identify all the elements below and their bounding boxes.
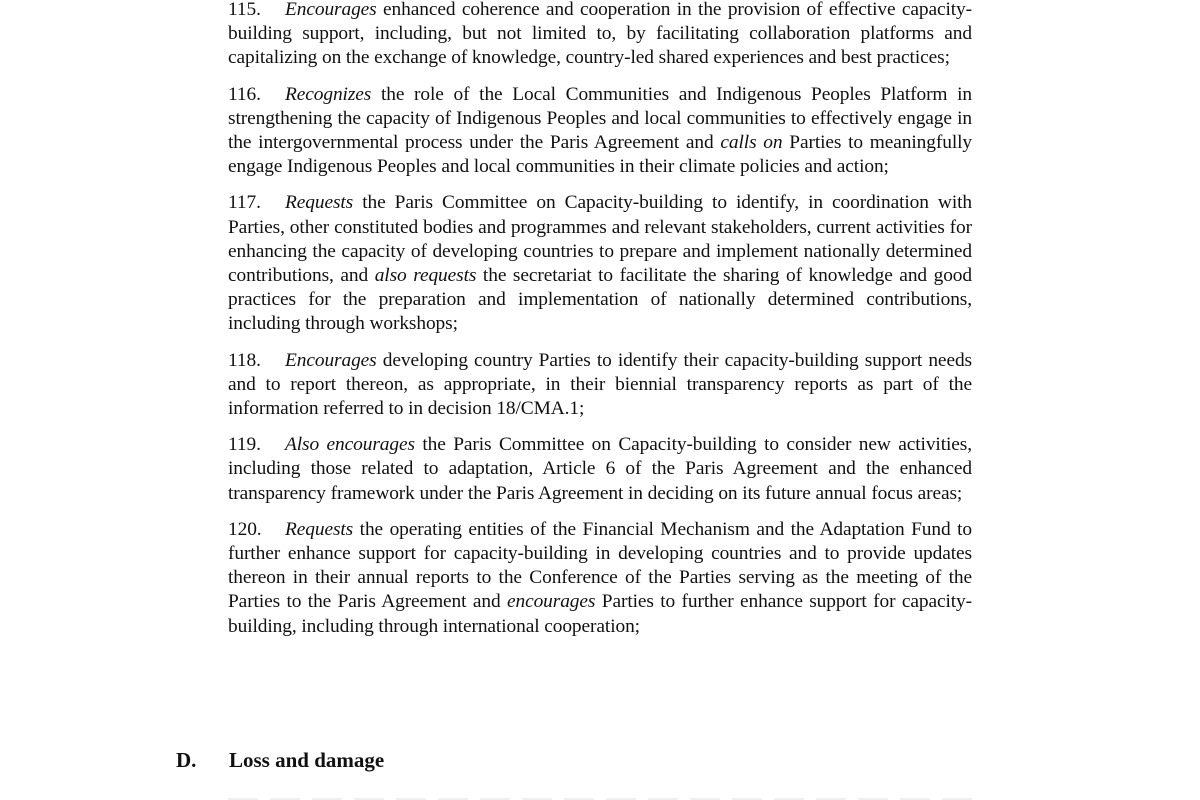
operative-verb: calls on: [720, 132, 783, 154]
section-title: Loss and damage: [229, 748, 385, 772]
document-body: [228, 0, 972, 651]
operative-verb: also requests: [374, 265, 477, 287]
paragraph-116: [228, 83, 972, 180]
operative-verb: encourages: [506, 591, 596, 613]
paragraph-number: 120.: [228, 518, 262, 540]
operative-verb: Encourages: [285, 349, 377, 371]
paragraph-120: [228, 518, 972, 639]
paragraph-number: 118.: [228, 349, 261, 371]
paragraph-119: [228, 433, 972, 506]
operative-verb: Also encourages: [285, 434, 415, 456]
paragraph-number: 119.: [228, 434, 261, 456]
section-letter: D.: [176, 748, 197, 772]
paragraph-text: Parties to meaningfully engage Indigenous Peoples and local communities in their climate policies and action;: [228, 132, 972, 178]
operative-verb: Requests: [285, 518, 354, 540]
operative-verb: Requests: [285, 192, 354, 214]
paragraph-text: the Paris Committee on Capacity-building to identify, in coordination with Parties, other constituted bodies and programmes and relevant stakeholders, current activities for enhancing the capacity of developing countries to prepare and implement nationally determined contributions, and: [228, 192, 972, 287]
paragraph-118: [228, 349, 972, 422]
paragraph-text: the secretariat to facilitate the sharing of knowledge and good practices for the preparation and implementation of nationally determined contributions, including through workshops;: [228, 265, 972, 335]
operative-verb: Encourages: [285, 0, 377, 20]
paragraph-text: the role of the Local Communities and Indigenous Peoples Platform in strengthening the capacity of Indigenous Peoples and local communities to effectively engage in the intergovernmental process under the Paris Agreement and: [228, 83, 972, 154]
paragraph-text: developing country Parties to identify their capacity-building support needs and to report thereon, as appropriate, in their biennial transparency reports as part of the information referred to in decision 18/CMA.1;: [228, 349, 972, 420]
paragraph-number: 115.: [228, 0, 261, 20]
paragraph-text: enhanced coherence and cooperation in the provision of effective capacity-building support, including, but not limited to, by facilitating collaboration platforms and capitalizing on the exchange of knowledge, country-led shared experiences and best practices;: [228, 0, 972, 69]
paragraph-text: Parties to further enhance support for capacity-building, including through international cooperation;: [228, 591, 972, 637]
paragraph-text: the Paris Committee on Capacity-building to consider new activities, including those related to adaptation, Article 6 of the Paris Agreement and the enhanced transparency framework under the Paris Agreement in deciding on its future annual focus areas;: [228, 434, 972, 504]
paragraph-number: 117.: [228, 192, 261, 214]
cutoff-text-line: [228, 794, 972, 800]
paragraph-117: [228, 191, 972, 336]
operative-verb: Recognizes: [285, 83, 372, 105]
section-heading: [176, 746, 384, 774]
paragraph-115: [228, 0, 972, 71]
paragraph-text: the operating entities of the Financial Mechanism and the Adaptation Fund to further enhance support for capacity-building in developing countries and to provide updates thereon in their annual reports to the Conference of the Parties serving as the meeting of the Parties to the Paris Agreement and: [228, 518, 972, 613]
paragraph-number: 116.: [228, 83, 261, 105]
